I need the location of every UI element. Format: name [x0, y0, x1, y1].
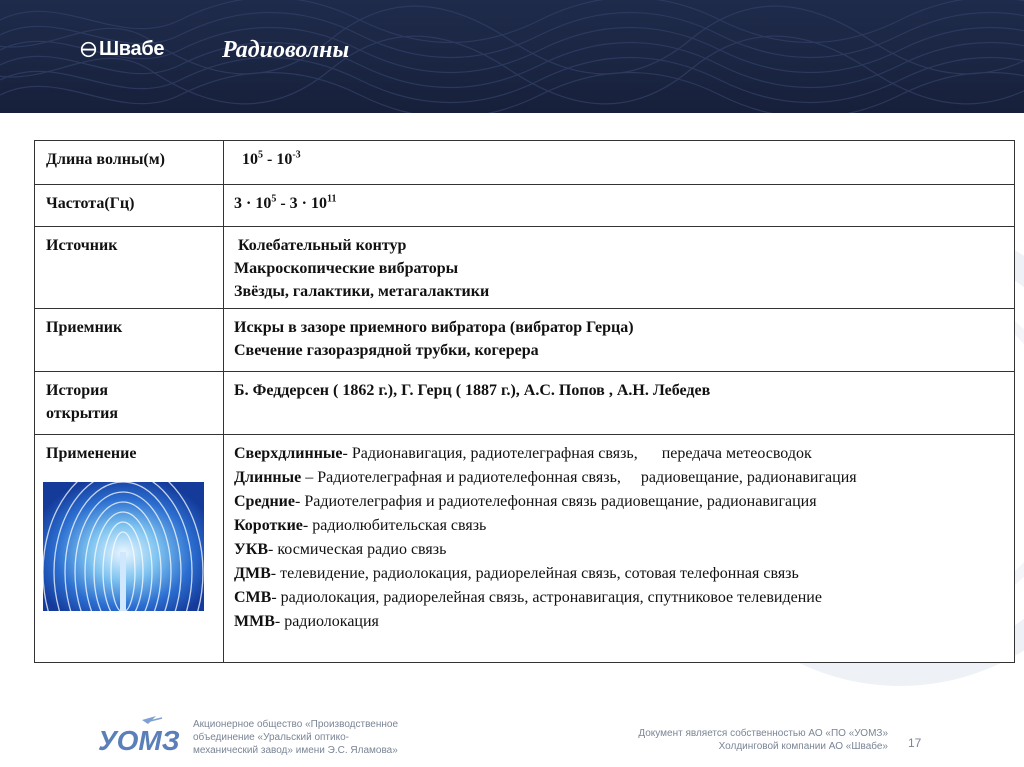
list-item: Длинные – Радиотелеграфная и радиотелефонная связь, радиовещание, радионавигация	[234, 469, 857, 486]
uomz-logo-text: УОМЗ	[98, 725, 180, 754]
row-label: Приемник	[35, 309, 224, 372]
list-item: Сверхдлинные- Радионавигация, радиотелеграфная связь, передача метеосводок	[234, 445, 812, 462]
list-item: Короткие- радиолюбительская связь	[234, 517, 487, 534]
page-title: Радиоволны	[222, 37, 350, 63]
radio-waves-table	[34, 140, 1015, 663]
list-item: Средние- Радиотелеграфия и радиотелефонная связь радиовещание, радионавигация	[234, 493, 817, 510]
row-label: История открытия	[35, 372, 224, 435]
row-label: Частота(Гц)	[35, 185, 224, 227]
table-row	[35, 372, 1015, 435]
brand-name: Швабе	[99, 38, 165, 60]
row-label: Применение	[35, 435, 224, 663]
row-label: Длина волны(м)	[35, 141, 224, 185]
row-label: Источник	[35, 227, 224, 309]
ownership-note: Документ является собственностью АО «ПО «УОМЗ» Холдинговой компании АО «Швабе»	[638, 728, 888, 752]
page-number: 17	[908, 736, 922, 750]
header-banner	[0, 0, 1024, 113]
table-row	[35, 227, 1015, 309]
radio-waves-image	[43, 482, 204, 611]
shvabe-logo-icon	[80, 41, 97, 58]
list-item: УКВ- космическая радио связь	[234, 541, 447, 558]
discovery-history-value: Б. Феддерсен ( 1862 г.), Г. Герц ( 1887 г.), А.С. Попов , А.Н. Лебедев	[224, 372, 1015, 435]
frequency-value: $3 \cdot 10^5 - 3 \cdot 10^{11}$	[224, 185, 1015, 227]
uomz-logo	[98, 714, 182, 754]
company-name: Акционерное общество «Производственное объединение «Уральский оптико- механический завод» имени Э.С. Яламова»	[193, 719, 399, 756]
list-item: ДМВ- телевидение, радиолокация, радиорелейная связь, сотовая телефонная связь	[234, 565, 799, 582]
table-row	[35, 435, 1015, 663]
list-item: СМВ- радиолокация, радиорелейная связь, астронавигация, спутниковое телевидение	[234, 589, 822, 606]
table-row	[35, 309, 1015, 372]
wavelength-value: $10^5 - 10^{-3}$	[224, 141, 1015, 185]
receiver-value: Искры в зазоре приемного вибратора (вибратор Герца) Свечение газоразрядной трубки, когерера	[224, 309, 1015, 372]
applications-list	[224, 435, 1015, 663]
table-row	[35, 141, 1015, 185]
table-row	[35, 185, 1015, 227]
source-value: Колебательный контур Макроскопические вибраторы Звёзды, галактики, метагалактики	[224, 227, 1015, 309]
shvabe-logo	[80, 38, 164, 61]
list-item: ММВ- радиолокация	[234, 613, 379, 630]
